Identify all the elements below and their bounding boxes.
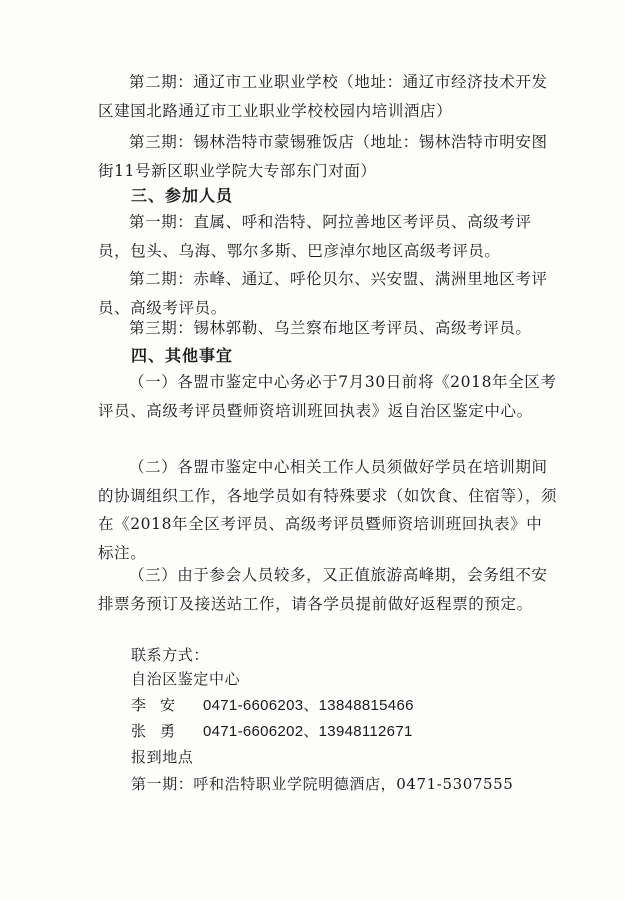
- contact-person-phones: 0471-6606203、13848815466: [203, 697, 414, 714]
- report-location-phase1: 第一期：呼和浩特职业学院明德酒店，0471-5307555: [131, 775, 514, 793]
- report-location-label: 报到地点: [131, 748, 194, 766]
- contact-person-phones: 0471-6606202、13948112671: [203, 723, 413, 740]
- contact-label: 联系方式：: [131, 646, 210, 664]
- contact-person-name: 张勇: [131, 722, 190, 740]
- other-matters-item1: （一）各盟市鉴定中心务必于7月30日前将《2018年全区考评员、高级考评员暨师资培训班回执表》返自治区鉴定中心。: [98, 373, 557, 420]
- contact-person-row: [131, 693, 414, 718]
- section-heading-participants: 三、参加人员: [131, 186, 234, 205]
- other-matters-item3: （三）由于参会人员较多，又正值旅游高峰期，会务组不安排票务预订及接送站工作，请各学员提前做好返程票的预定。: [98, 566, 548, 613]
- contact-org: 自治区鉴定中心: [131, 670, 241, 688]
- contact-person-name: 李安: [131, 696, 190, 714]
- participants-phase3: 第三期：锡林郭勒、乌兰察布地区考评员、高级考评员。: [129, 319, 532, 337]
- venue-phase2: 第二期：通辽市工业职业学校（地址：通辽市经济技术开发区建国北路通辽市工业职业学校校园内培训酒店）: [98, 73, 548, 120]
- other-matters-item2: （二）各盟市鉴定中心相关工作人员须做好学员在培训期间的协调组织工作，各地学员如有特殊要求（如饮食、住宿等），须在《2018年全区考评员、高级考评员暨师资培训班回执表》中标注。: [98, 458, 558, 562]
- contact-person-row: [131, 719, 413, 744]
- venue-phase3: 第三期：锡林浩特市蒙锡雅饭店（地址：锡林浩特市明安图街11号新区职业学院大专部东门对面）: [98, 133, 548, 180]
- participants-phase1: 第一期：直属、呼和浩特、阿拉善地区考评员、高级考评员，包头、乌海、鄂尔多斯、巴彦淖尔地区高级考评员。: [98, 213, 532, 260]
- section-heading-other-matters: 四、其他事宜: [131, 346, 234, 365]
- participants-phase2: 第二期：赤峰、通辽、呼伦贝尔、兴安盟、满洲里地区考评员、高级考评员。: [98, 270, 548, 317]
